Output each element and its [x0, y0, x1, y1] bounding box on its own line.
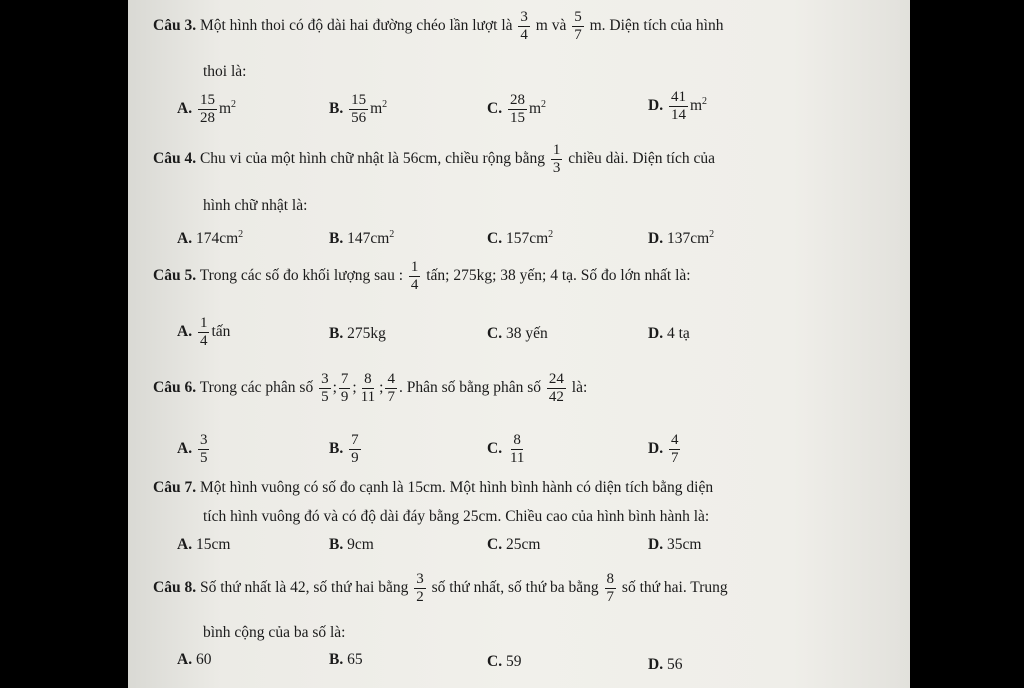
- option-a: A. $174cm^2$: [177, 229, 244, 248]
- fraction: $\frac{8}{11}$: [360, 371, 376, 405]
- option-c: C. $157cm^2$: [487, 229, 554, 248]
- option-a: A. $\frac{3}{5}$: [177, 432, 208, 466]
- question-8-text: Số thứ nhất là 42, số thứ hai bằng: [199, 579, 409, 597]
- question-5-text: Trong các số đo khối lượng sau :: [199, 267, 403, 285]
- option-a: A. 15cm: [177, 536, 231, 553]
- fraction: $\frac{7}{9}$: [340, 371, 349, 405]
- question-8-number: Câu 8.: [153, 579, 197, 597]
- fraction: $\frac{4}{7}$: [387, 371, 395, 405]
- option-b: B. 275kg: [329, 325, 386, 342]
- fraction: $\frac{5}{7}$: [574, 9, 582, 43]
- fraction: $\frac{24}{42}$: [548, 371, 564, 405]
- fraction: $\frac{3}{4}$: [520, 9, 528, 43]
- option-d: D. 35cm: [648, 536, 702, 553]
- question-7-text: Một hình vuông có số đo cạnh là 15cm. Một hình bình hành có diện tích bằng diện: [199, 479, 714, 496]
- question-7-number: Câu 7.: [153, 479, 197, 496]
- option-b: B. $\frac{15}{56}$ $m^2$: [329, 92, 388, 126]
- fraction: $\frac{3}{5}$: [321, 371, 329, 405]
- question-3-text: Một hình thoi có độ dài hai đường chéo lần lượt là: [199, 17, 513, 35]
- question-4-number: Câu 4.: [153, 150, 197, 168]
- option-a: A. $\frac{1}{4}$ tấn: [177, 315, 231, 349]
- option-d: D. $137cm^2$: [648, 229, 715, 248]
- question-6: Câu 6. Trong các phân số $\frac{3}{5}$ ; $\frac{7}{9}$ ; $\frac{8}{11}$ ; $\frac{4}{7}$ . Phân số bằng phân số $\frac{24}{42}$ là:: [153, 371, 588, 405]
- question-3-number: Câu 3.: [153, 17, 197, 35]
- option-d: D. $\frac{4}{7}$: [648, 432, 679, 466]
- question-4-line2: hình chữ nhật là:: [203, 197, 308, 214]
- option-b: B. $147cm^2$: [329, 229, 395, 248]
- question-6-text: Trong các phân số: [199, 379, 314, 397]
- option-c: C. 59: [487, 653, 522, 670]
- question-3-line2: thoi là:: [203, 63, 247, 80]
- question-8: Câu 8. Số thứ nhất là 42, số thứ hai bằng $\frac{3}{2}$ số thứ nhất, số thứ ba bằng $\frac{8}{7}$ số thứ hai. Trung: [153, 571, 728, 605]
- question-5-number: Câu 5.: [153, 267, 197, 285]
- question-8-line2: bình cộng của ba số là:: [203, 624, 346, 641]
- option-c: C. 25cm: [487, 536, 541, 553]
- option-a: A. $\frac{15}{28}$ $m^2$: [177, 92, 237, 126]
- option-d: D. $\frac{41}{14}$ $m^2$: [648, 89, 708, 123]
- bleed-through-text: [150, 44, 153, 60]
- option-b: B. 65: [329, 651, 363, 668]
- option-c: C. $\frac{28}{15}$ $m^2$: [487, 92, 547, 126]
- question-5: Câu 5. Trong các số đo khối lượng sau : $\frac{1}{4}$ tấn; 275kg; 38 yến; 4 tạ. Số đo lớn nhất là:: [153, 259, 691, 293]
- question-4: Câu 4. Chu vi của một hình chữ nhật là 56cm, chiều rộng bằng $\frac{1}{3}$ chiều dài. Diện tích của: [153, 142, 715, 176]
- fraction: $\frac{8}{7}$: [606, 571, 615, 605]
- fraction: $\frac{3}{2}$: [416, 571, 424, 605]
- option-c: C. $\frac{8}{11}$: [487, 432, 525, 466]
- option-d: D. 56: [648, 656, 683, 673]
- option-b: B. 9cm: [329, 536, 374, 553]
- option-b: B. $\frac{7}{9}$: [329, 432, 359, 466]
- question-3: Câu 3. Một hình thoi có độ dài hai đường chéo lần lượt là $\frac{3}{4}$ m và $\frac{5}{7}$ m. Diện tích của hình: [153, 9, 724, 43]
- question-6-number: Câu 6.: [153, 379, 197, 397]
- fraction: $\frac{1}{3}$: [552, 142, 561, 176]
- question-4-text: Chu vi của một hình chữ nhật là 56cm, chiều rộng bằng: [199, 150, 545, 168]
- option-c: C. 38 yến: [487, 325, 548, 342]
- question-7: [153, 479, 713, 497]
- question-7-line2: tích hình vuông đó và có độ dài đáy bằng 25cm. Chiều cao của hình bình hành là:: [203, 508, 710, 525]
- option-d: D. 4 tạ: [648, 325, 690, 342]
- option-a: A. 60: [177, 651, 212, 668]
- fraction: $\frac{1}{4}$: [410, 259, 419, 293]
